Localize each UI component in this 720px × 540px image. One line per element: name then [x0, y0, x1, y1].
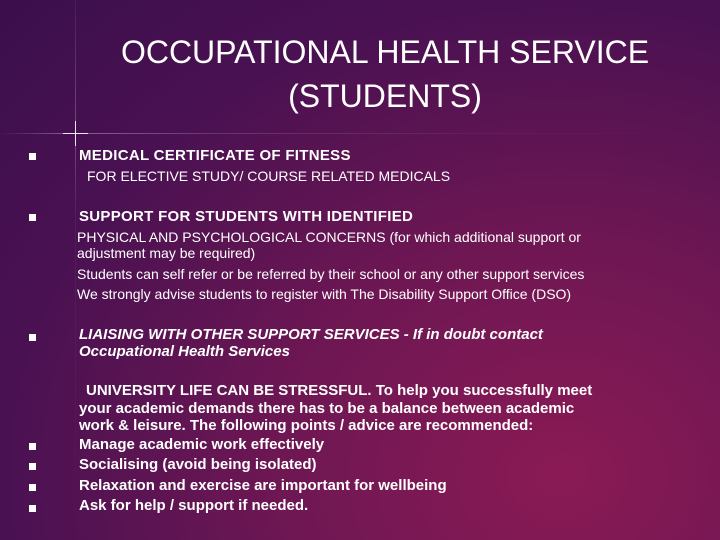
slide-title [90, 30, 680, 118]
item-heading: MEDICAL CERTIFICATE OF FITNESS [79, 147, 351, 164]
item-line: LIAISING WITH OTHER SUPPORT SERVICES - If in doubt contact [79, 326, 543, 343]
title-line-1: OCCUPATIONAL HEALTH SERVICE [120, 34, 650, 70]
bullet-icon [29, 153, 36, 160]
stress-intro-line: your academic demands there has to be a balance between academic [79, 400, 575, 417]
item-line: Students can self refer or be referred by their school or any other support services [77, 266, 585, 282]
bullet-icon [29, 443, 36, 450]
bullet-icon [29, 463, 36, 470]
item-heading: SUPPORT FOR STUDENTS WITH IDENTIFIED [79, 208, 414, 225]
item-line: adjustment may be required) [77, 245, 256, 261]
item-line: Occupational Health Services [79, 343, 290, 360]
sparkle-icon [63, 121, 88, 146]
bullet-icon [29, 214, 36, 221]
stress-point: Relaxation and exercise are important for wellbeing [79, 477, 447, 494]
item-line: PHYSICAL AND PSYCHOLOGICAL CONCERNS (for which additional support or [77, 229, 581, 245]
decor-horizontal-line [0, 133, 720, 134]
title-line-2: (STUDENTS) [288, 78, 482, 114]
bullet-icon [29, 484, 36, 491]
decor-vertical-line [75, 0, 76, 540]
stress-intro-line: UNIVERSITY LIFE CAN BE STRESSFUL. To help you successfully meet [86, 382, 593, 399]
item-line: FOR ELECTIVE STUDY/ COURSE RELATED MEDICALS [87, 168, 451, 184]
stress-point: Socialising (avoid being isolated) [79, 456, 317, 473]
stress-intro-line: work & leisure. The following points / advice are recommended: [79, 417, 534, 434]
item-line: We strongly advise students to register with The Disability Support Office (DSO) [77, 286, 572, 302]
stress-point: Manage academic work effectively [79, 436, 325, 453]
bullet-icon [29, 334, 36, 341]
bullet-icon [29, 505, 36, 512]
stress-point: Ask for help / support if needed. [79, 497, 309, 514]
